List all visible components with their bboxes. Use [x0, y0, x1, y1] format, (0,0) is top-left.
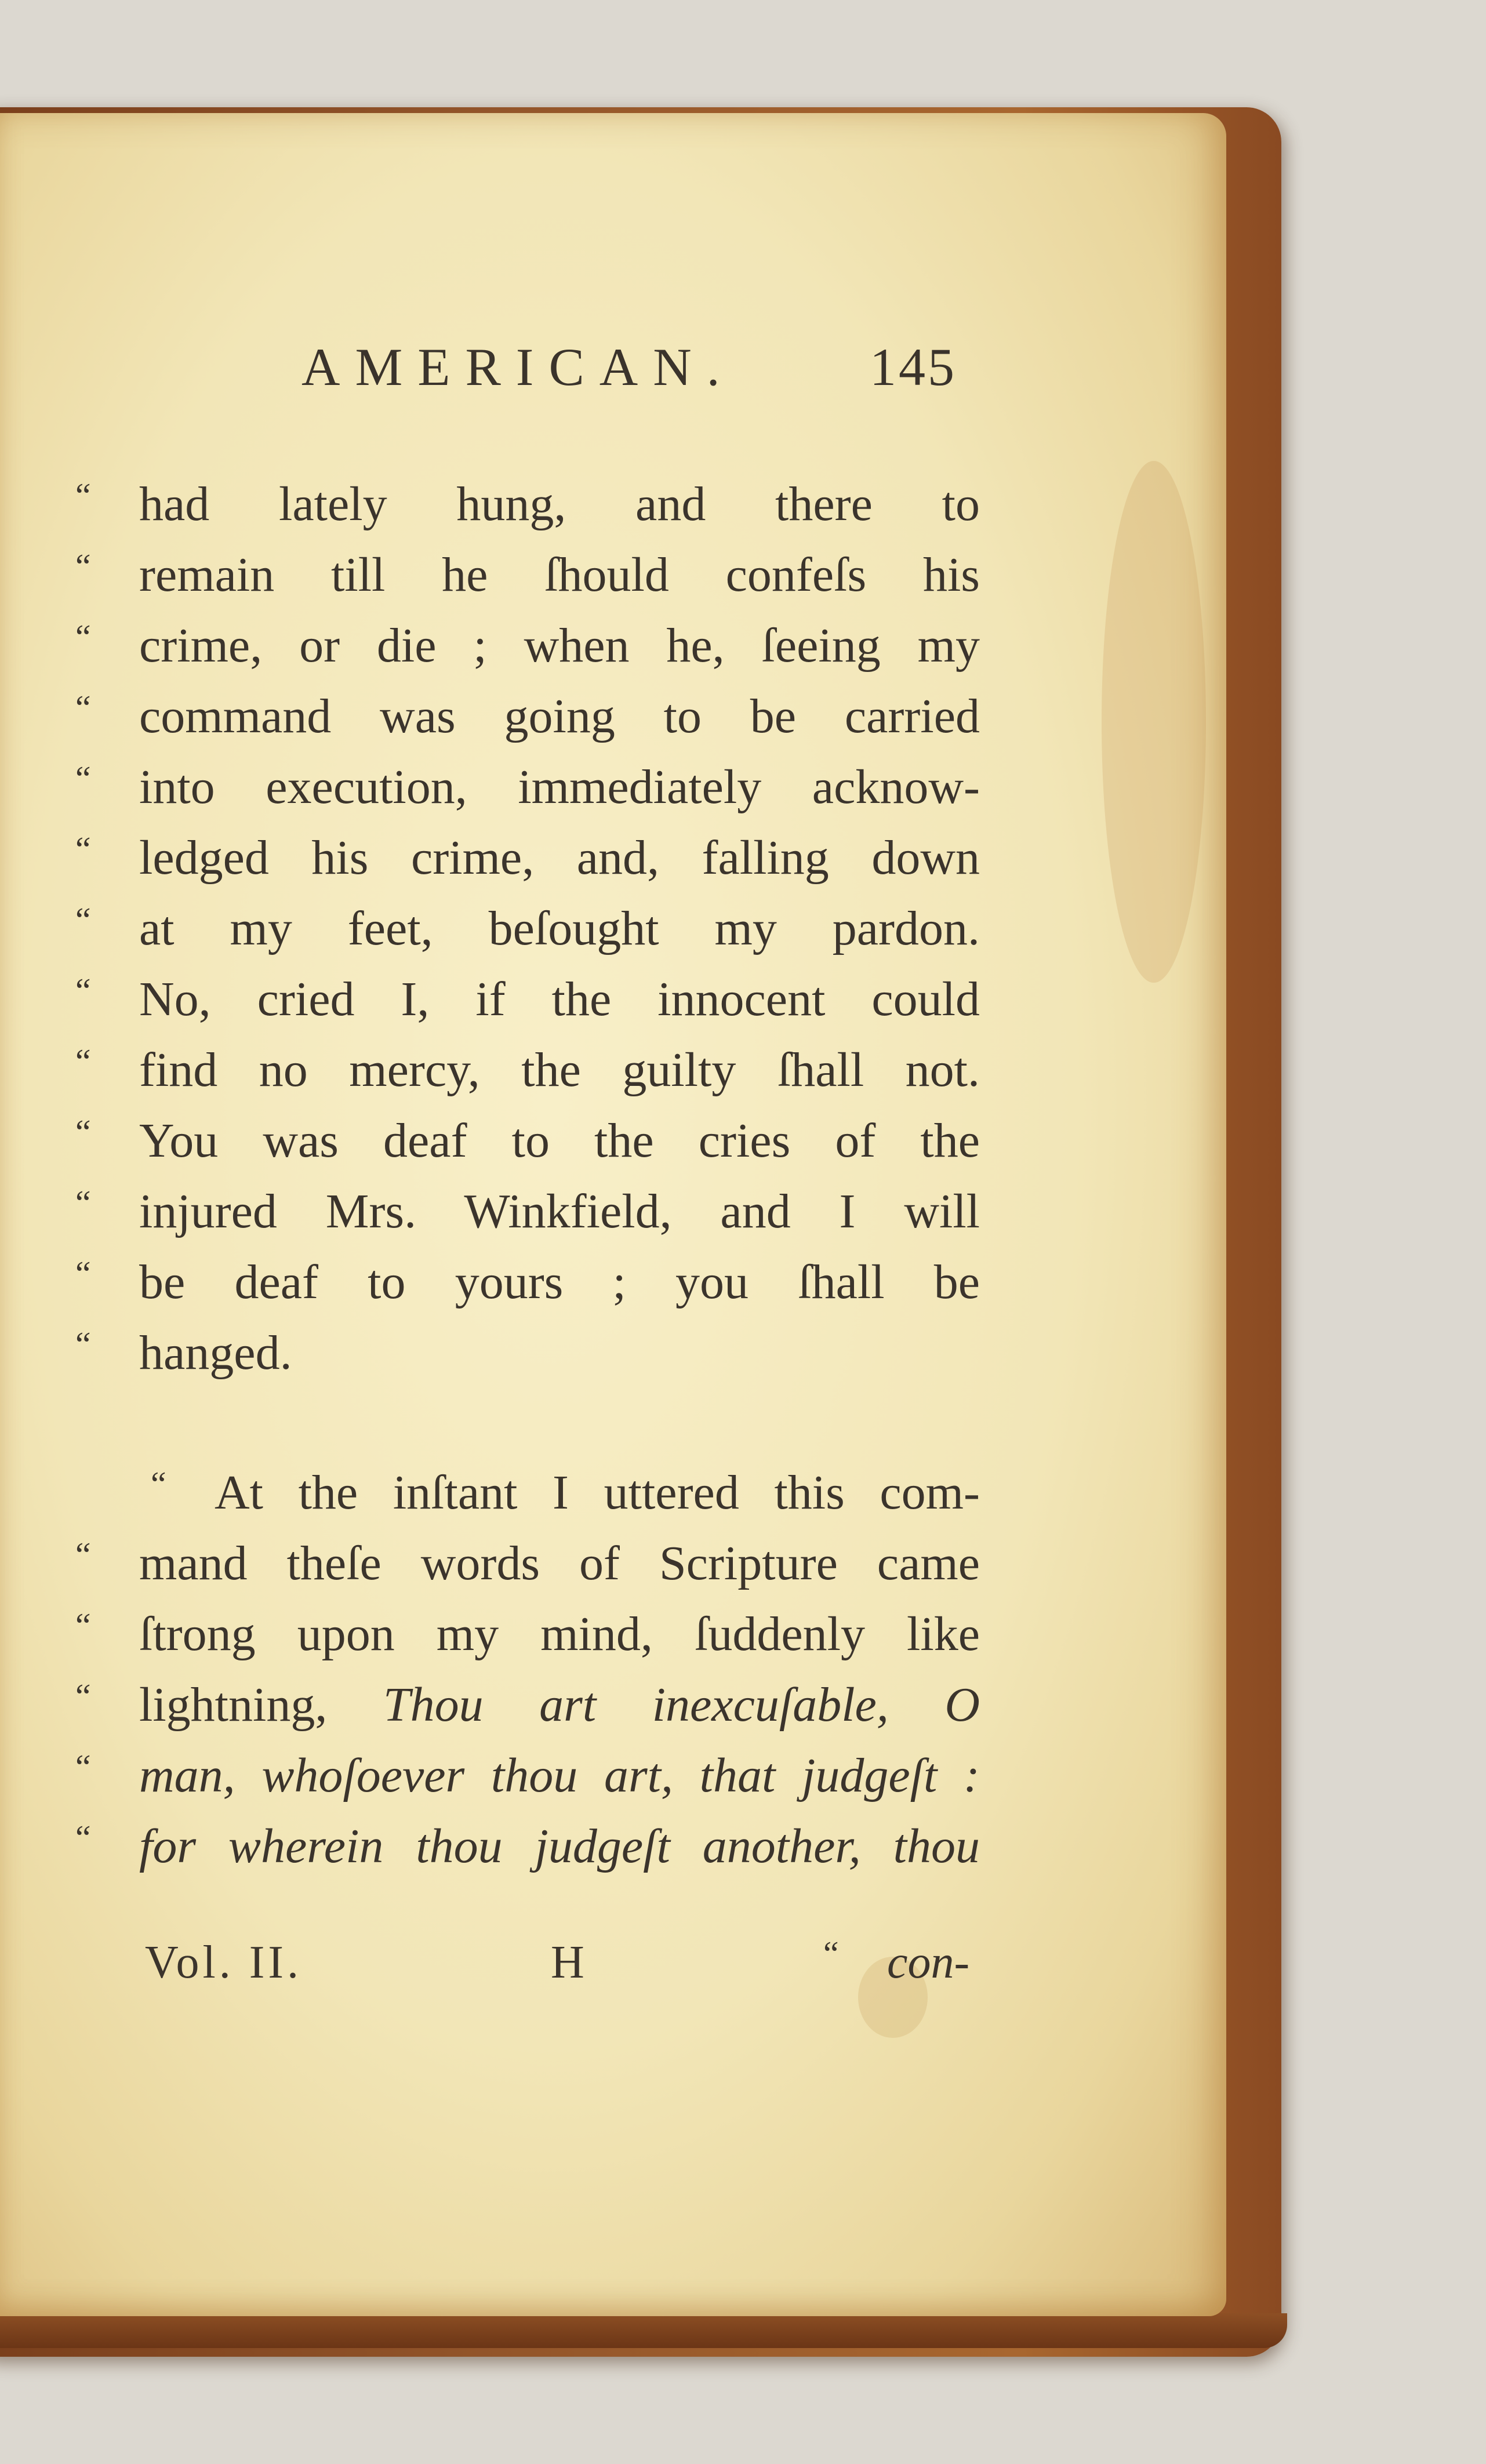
quote-mark: “ — [75, 1113, 91, 1151]
text-line — [75, 1532, 980, 1596]
text-line — [75, 614, 980, 678]
line-text — [139, 1673, 980, 1737]
line-text: injured Mrs. Winkfield, and I will — [139, 1184, 980, 1238]
quote-mark: “ — [75, 1184, 91, 1222]
line-text-italic: Thou art inexcuſable, O — [383, 1678, 980, 1732]
line-text: mand theſe words of Scripture came — [139, 1536, 980, 1590]
text-line — [75, 473, 980, 536]
line-text: You was deaf to the cries of the — [139, 1114, 980, 1168]
catchword-quote: “ — [823, 1935, 839, 1973]
line-text-plain: lightning, — [139, 1678, 328, 1732]
line-text: crime, or die ; when he, ſeeing my — [139, 619, 980, 673]
quote-mark: “ — [75, 1819, 91, 1857]
line-text: ſtrong upon my mind, ſuddenly like — [139, 1607, 980, 1661]
paper-stain — [1102, 461, 1206, 983]
text-line — [75, 1461, 980, 1525]
text-line — [75, 968, 980, 1031]
catchword: con- — [887, 1937, 970, 1988]
quote-mark: “ — [75, 618, 91, 656]
quote-mark: “ — [75, 1607, 91, 1645]
text-line — [75, 1321, 980, 1385]
quote-mark: “ — [75, 477, 91, 515]
text-line — [75, 1038, 980, 1102]
text-line — [75, 1251, 980, 1314]
line-text: remain till he ſhould confeſs his — [139, 548, 980, 602]
quote-mark: “ — [75, 759, 91, 798]
line-text: hanged. — [139, 1326, 292, 1380]
quote-mark: “ — [75, 972, 91, 1010]
text-line — [75, 1602, 980, 1666]
text-line — [75, 1673, 980, 1737]
line-text: No, cried I, if the innocent could — [139, 972, 980, 1026]
quote-mark: “ — [75, 1748, 91, 1786]
signature-mark: H — [551, 1937, 584, 1988]
line-text: had lately hung, and there to — [139, 477, 980, 531]
text-line — [75, 826, 980, 890]
volume-label: Vol. II. — [145, 1937, 302, 1988]
quote-mark: “ — [75, 1677, 91, 1716]
quote-mark: “ — [151, 1465, 166, 1503]
line-text: into execution, immediately acknow- — [139, 760, 980, 814]
line-text-italic: for wherein thou judgeſt another, thou — [139, 1819, 980, 1873]
text-line — [75, 1744, 980, 1808]
running-head — [301, 336, 957, 400]
page-footer — [70, 1931, 974, 1994]
line-text: command was going to be carried — [139, 689, 980, 743]
line-text-italic: man, whoſoever thou art, that judgeſt : — [139, 1749, 980, 1802]
page-number: 145 — [870, 337, 957, 397]
quote-mark: “ — [75, 1325, 91, 1364]
text-line — [75, 755, 980, 819]
text-line — [75, 543, 980, 607]
quote-mark: “ — [75, 1042, 91, 1081]
text-line — [75, 1109, 980, 1173]
text-line — [75, 1815, 980, 1878]
quote-mark: “ — [75, 547, 91, 586]
running-head-title: AMERICAN. — [301, 337, 735, 397]
quote-mark: “ — [75, 689, 91, 727]
quote-mark: “ — [75, 1255, 91, 1293]
book-cover-edge — [0, 2313, 1287, 2348]
line-text: find no mercy, the guilty ſhall not. — [139, 1043, 980, 1097]
line-text: At the inſtant I uttered this com- — [215, 1466, 980, 1520]
text-line — [75, 897, 980, 961]
text-line — [75, 1180, 980, 1244]
quote-mark: “ — [75, 901, 91, 939]
line-text: at my feet, beſought my pardon. — [139, 902, 980, 955]
line-text: ledged his crime, and, falling down — [139, 831, 980, 885]
quote-mark: “ — [75, 830, 91, 868]
text-line — [75, 685, 980, 748]
line-text: be deaf to yours ; you ſhall be — [139, 1255, 980, 1309]
quote-mark: “ — [75, 1536, 91, 1574]
